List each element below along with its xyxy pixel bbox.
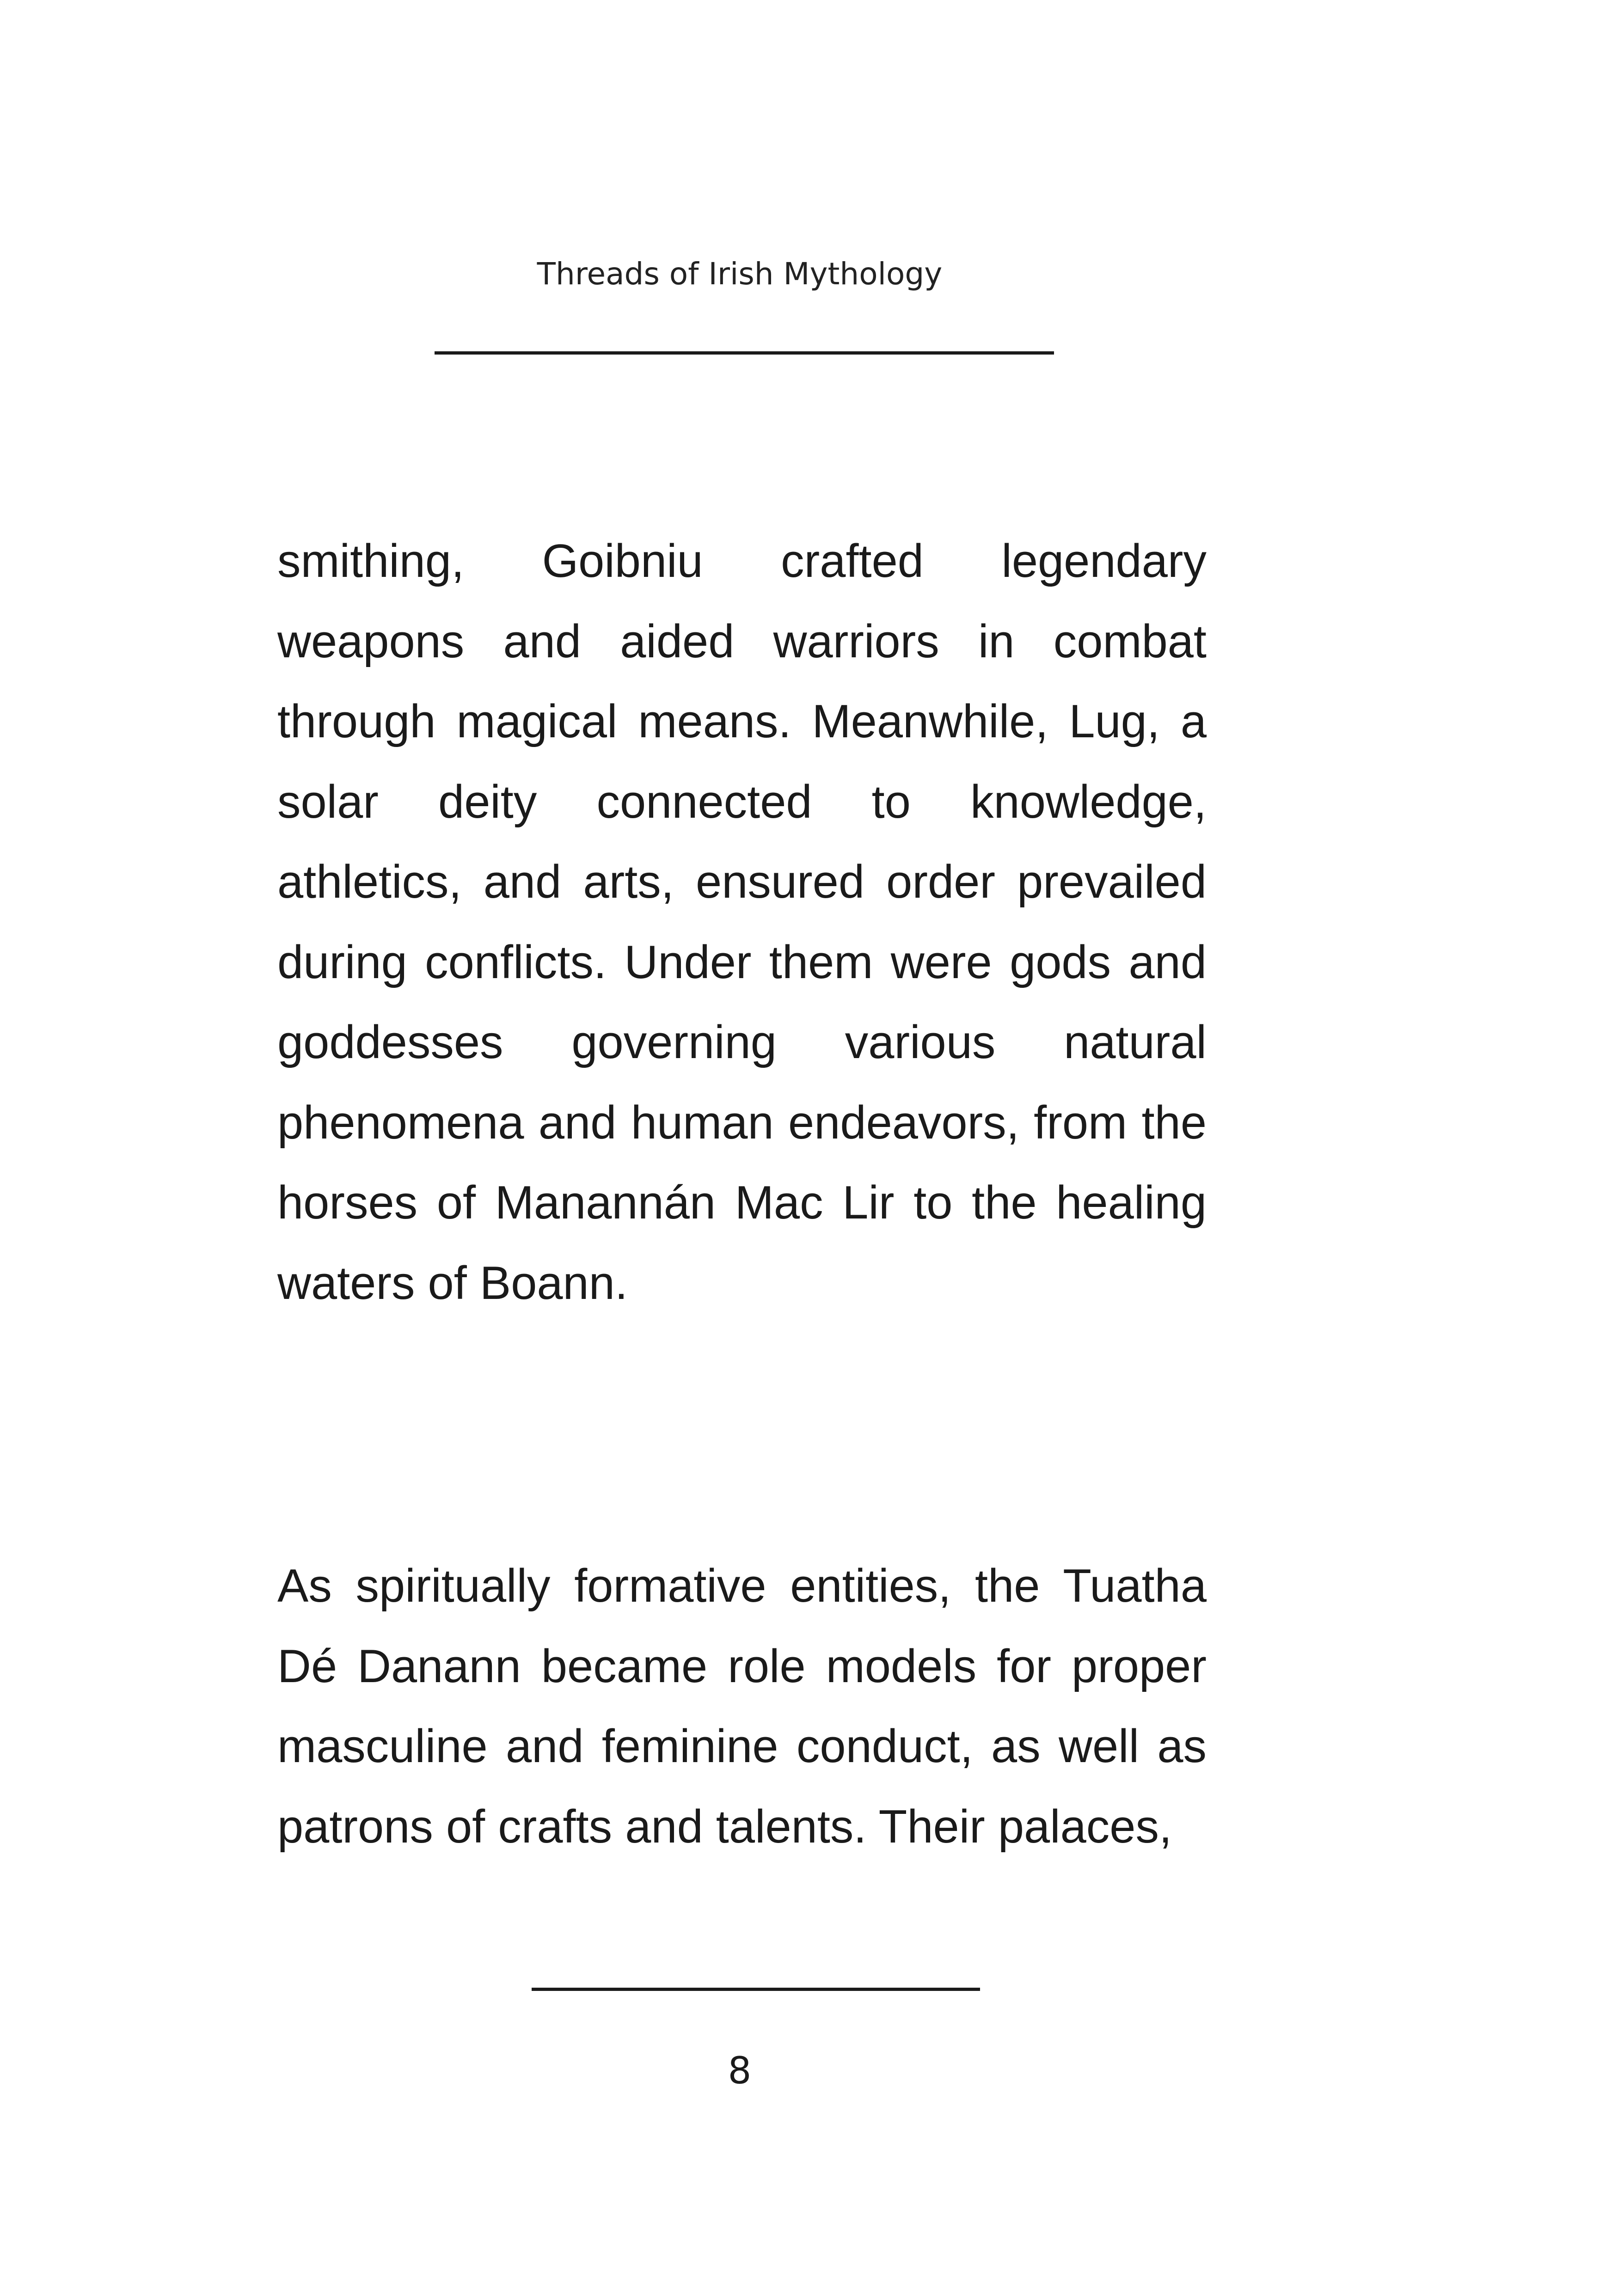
footer-rule [532,1988,980,1991]
body-paragraph: smithing, Goibniu crafted legendary weapons and aided warriors in combat through magical means. Meanwhile, Lug, a solar deity connected to knowledge, athletics, and arts, ensured order prevailed during conflicts. Under them were gods and goddesses governing various natural phenomena and human endeavors, from the horses of Manannán Mac Lir to the healing waters of Boann. [277,535,1207,1309]
body-paragraph: As spiritually formative entities, the Tuatha Dé Danann became role models for proper masculine and feminine conduct, as well as patrons of crafts and talents. Their palaces, [277,1560,1207,1853]
page-number: 8 [728,2049,752,2092]
running-head: Threads of Irish Mythology [537,256,943,292]
header-rule [435,351,1054,355]
